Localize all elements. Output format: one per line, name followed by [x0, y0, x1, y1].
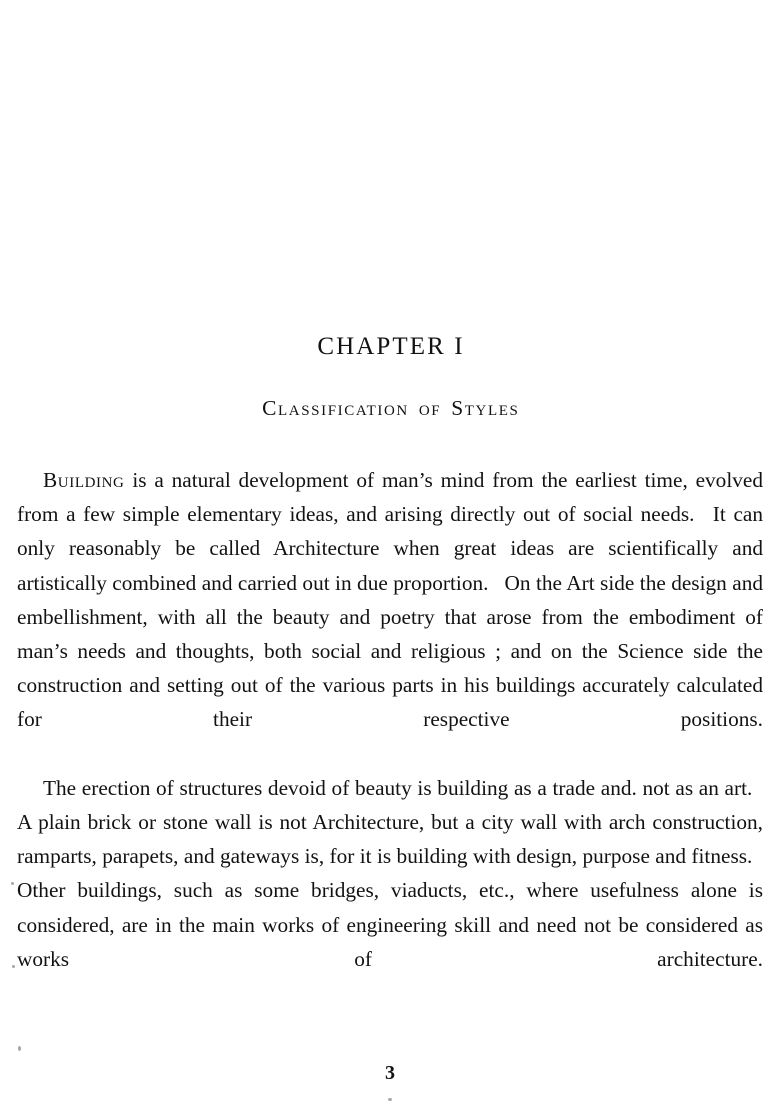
- paragraph-text: The erection of structures devoid of beauty is building as a trade and. not as an art. A plain brick or stone wall is not Architecture, but a city wall with arch construction, ramparts, parapets, and gateways is, for it is building with design, purpose and fitness. Other buildings, such as some bridges, viaducts, etc., where usefulness alone is considered, are in the main works of engineering skill and need not be considered as works of architecture.: [17, 775, 763, 971]
- scan-speckle-icon: [12, 965, 15, 968]
- chapter-subtitle-word-1: Classification: [262, 396, 409, 420]
- scan-speckle-icon: [11, 882, 14, 885]
- chapter-subtitle: [17, 398, 763, 420]
- scan-speckle-icon: [388, 1098, 392, 1101]
- body-copy: [17, 463, 763, 1010]
- paragraph-text: is a natural development of man’s mind from the earliest time, evolved from a few simple elementary ideas, and arising directly out of social needs. It can only reasonably be called Architecture when great ideas are scientifically and artistically combined and carried out in due proportion. On the Art side the design and embellishment, with all the beauty and poetry that arose from the embodiment of man’s needs and thoughts, both social and religious ; and on the Science side the construction and setting out of the various parts in his buildings accurately calculated for their respective positions.: [17, 468, 763, 732]
- page-number: 3: [385, 1062, 395, 1084]
- chapter-subtitle-word-3: Styles: [451, 396, 520, 420]
- paragraph: [17, 463, 763, 771]
- chapter-subtitle-word-2: of: [418, 396, 442, 420]
- scan-speckle-icon: [18, 1046, 21, 1051]
- paragraph: [17, 771, 763, 1010]
- chapter-title: CHAPTER I: [317, 333, 465, 360]
- paragraph-opening-smallcaps: Building: [43, 468, 125, 492]
